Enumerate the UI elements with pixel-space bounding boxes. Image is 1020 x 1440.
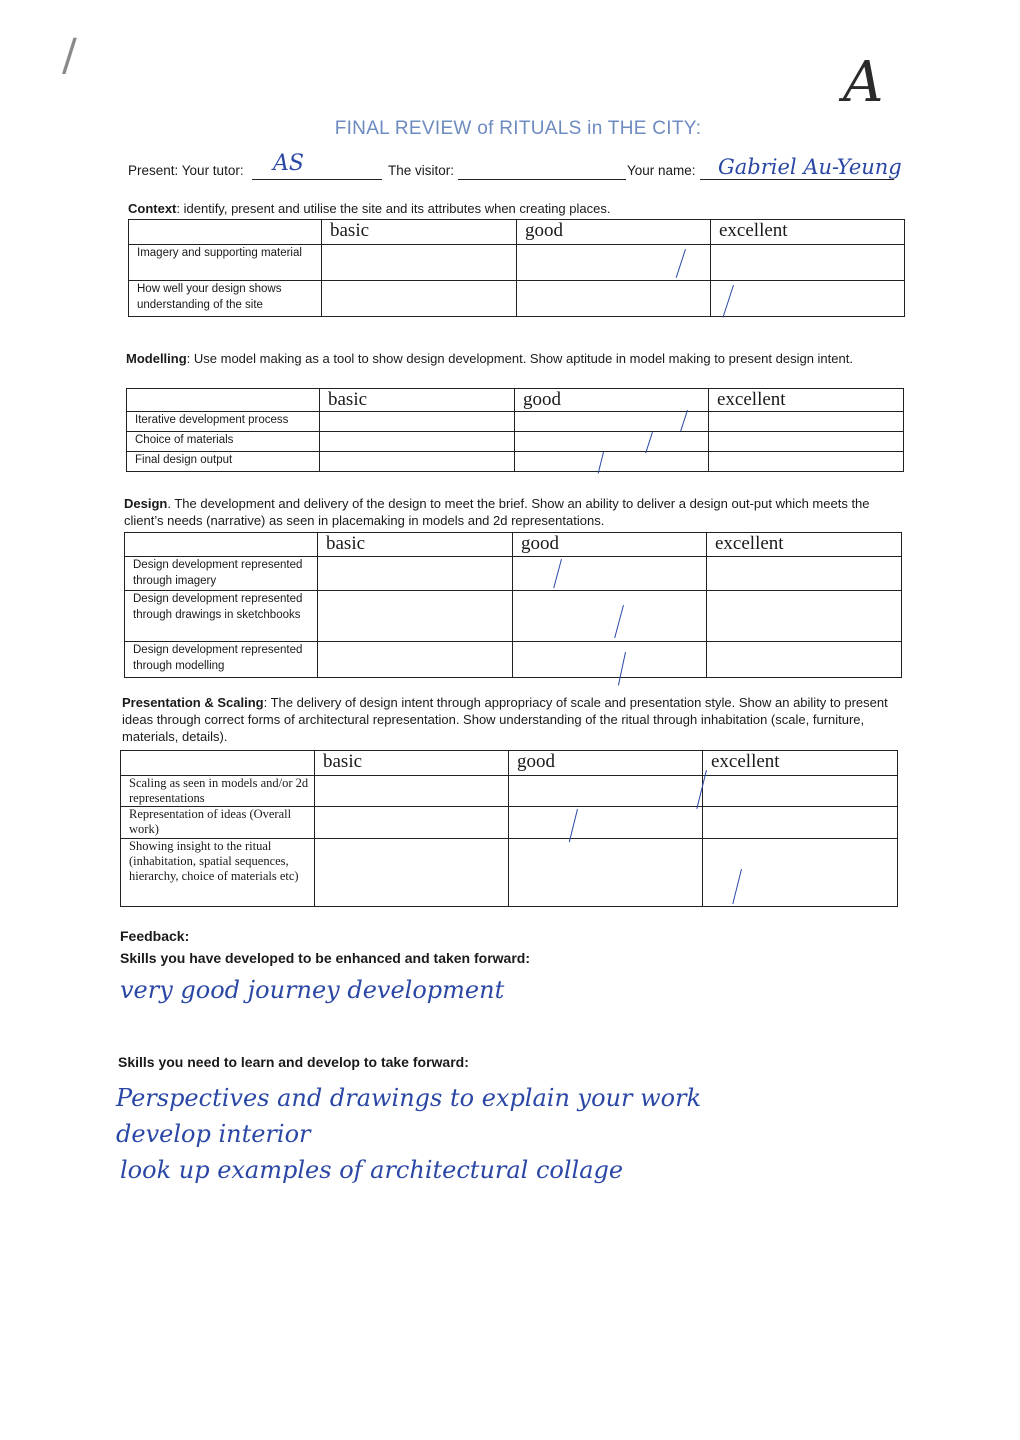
grade-cell-excellent[interactable] bbox=[709, 432, 904, 452]
rubric-table-context bbox=[128, 219, 905, 317]
tick-mark bbox=[722, 285, 733, 318]
grade-cell-good[interactable] bbox=[515, 452, 709, 472]
grade-cell-basic[interactable] bbox=[315, 839, 509, 907]
developed-skills-handwritten: very good journey development bbox=[120, 976, 505, 1004]
corner-cell bbox=[129, 220, 322, 245]
grade-cell-basic[interactable] bbox=[318, 591, 513, 642]
learn-skills-line: develop interior bbox=[116, 1120, 311, 1148]
column-excellent: excellent bbox=[709, 389, 904, 412]
grade-cell-excellent[interactable] bbox=[707, 591, 902, 642]
criterion-cell: Design development represented through drawings in sketchbooks bbox=[125, 591, 318, 642]
grade-cell-good[interactable] bbox=[513, 557, 707, 591]
grade-cell-basic[interactable] bbox=[315, 776, 509, 807]
grade-cell-basic[interactable] bbox=[320, 432, 515, 452]
developed-skills-label: Skills you have developed to be enhanced and taken forward: bbox=[120, 950, 530, 966]
criterion-cell: Showing insight to the ritual (inhabitation, spatial sequences, hierarchy, choice of materials etc) bbox=[121, 839, 315, 907]
tick-mark bbox=[732, 869, 742, 904]
criterion-cell: Design development represented through imagery bbox=[125, 557, 318, 591]
grade-cell-good[interactable] bbox=[513, 591, 707, 642]
column-basic: basic bbox=[322, 220, 517, 245]
grade-cell-good[interactable] bbox=[509, 776, 703, 807]
tick-mark bbox=[618, 652, 626, 685]
section-heading-context: Context: identify, present and utilise the site and its attributes when creating places. bbox=[128, 201, 611, 216]
grade-cell-excellent[interactable] bbox=[703, 839, 898, 907]
grade-cell-excellent[interactable] bbox=[711, 281, 905, 317]
grade-cell-excellent[interactable] bbox=[707, 642, 902, 678]
grade-cell-basic[interactable] bbox=[320, 452, 515, 472]
grade-cell-good[interactable] bbox=[509, 839, 703, 907]
tick-mark bbox=[553, 559, 562, 588]
column-good: good bbox=[517, 220, 711, 245]
grade-cell-excellent[interactable] bbox=[709, 412, 904, 432]
corner-cell bbox=[121, 751, 315, 776]
column-basic: basic bbox=[318, 533, 513, 557]
grade-cell-excellent[interactable] bbox=[703, 776, 898, 807]
criterion-cell: Iterative development process bbox=[127, 412, 320, 432]
section-heading-design: Design. The development and delivery of the design to meet the brief. Show an ability to deliver a design out-put which meets the client’s needs (narrative) as seen in placemaking in models and 2d representations. bbox=[124, 496, 870, 528]
visitor-underline bbox=[458, 179, 626, 180]
grade-cell-good[interactable] bbox=[517, 245, 711, 281]
criterion-cell: Final design output bbox=[127, 452, 320, 472]
grade-cell-excellent[interactable] bbox=[711, 245, 905, 281]
criterion-cell: Choice of materials bbox=[127, 432, 320, 452]
section-heading-presentation: Presentation & Scaling: The delivery of design intent through appropriacy of scale and presentation style. Show an ability to present ideas through correct forms of architectural representation. Show understanding of the ritual through inhabitation (scale, furniture, materials, details). bbox=[122, 695, 888, 744]
form-title: FINAL REVIEW of RITUALS in THE CITY: bbox=[334, 118, 702, 139]
tick-mark bbox=[645, 432, 653, 453]
column-excellent: excellent bbox=[711, 220, 905, 245]
tick-mark bbox=[598, 452, 604, 474]
grade-cell-basic[interactable] bbox=[318, 557, 513, 591]
grade-mark: A bbox=[843, 50, 884, 115]
tutor-label: Present: Your tutor: bbox=[128, 163, 244, 178]
criterion-cell: How well your design shows understanding of the site bbox=[129, 281, 322, 317]
grade-cell-basic[interactable] bbox=[322, 245, 517, 281]
grade-cell-basic[interactable] bbox=[318, 642, 513, 678]
corner-cell bbox=[127, 389, 320, 412]
tutor-handwritten: AS bbox=[273, 151, 304, 176]
column-basic: basic bbox=[315, 751, 509, 776]
criterion-cell: Imagery and supporting material bbox=[129, 245, 322, 281]
name-label: Your name: bbox=[627, 163, 696, 178]
learn-skills-line: look up examples of architectural collage bbox=[120, 1156, 624, 1184]
tick-mark bbox=[569, 809, 578, 842]
stray-pen-mark: / bbox=[62, 30, 77, 81]
grade-cell-excellent[interactable] bbox=[703, 807, 898, 839]
column-excellent: excellent bbox=[707, 533, 902, 557]
visitor-label: The visitor: bbox=[388, 163, 455, 178]
rubric-table-modelling bbox=[126, 388, 904, 472]
learn-skills-label: Skills you need to learn and develop to take forward: bbox=[118, 1054, 469, 1070]
learn-skills-line: Perspectives and drawings to explain your work bbox=[116, 1084, 702, 1112]
grade-cell-excellent[interactable] bbox=[707, 557, 902, 591]
grade-cell-basic[interactable] bbox=[320, 412, 515, 432]
rubric-table-design bbox=[124, 532, 902, 678]
section-heading-modelling: Modelling: Use model making as a tool to show design development. Show aptitude in model making to present design intent. bbox=[126, 351, 853, 366]
column-good: good bbox=[513, 533, 707, 557]
column-basic: basic bbox=[320, 389, 515, 412]
grade-cell-good[interactable] bbox=[513, 642, 707, 678]
corner-cell bbox=[125, 533, 318, 557]
column-good: good bbox=[515, 389, 709, 412]
tick-mark bbox=[614, 605, 624, 638]
criterion-cell: Scaling as seen in models and/or 2d representations bbox=[121, 776, 315, 807]
grade-cell-good[interactable] bbox=[515, 412, 709, 432]
grade-cell-good[interactable] bbox=[509, 807, 703, 839]
feedback-label: Feedback: bbox=[120, 928, 190, 944]
column-excellent: excellent bbox=[703, 751, 898, 776]
grade-cell-excellent[interactable] bbox=[709, 452, 904, 472]
present-line bbox=[128, 151, 908, 185]
criterion-cell: Design development represented through modelling bbox=[125, 642, 318, 678]
name-underline bbox=[700, 179, 894, 180]
rubric-table-presentation bbox=[120, 750, 898, 907]
column-good: good bbox=[509, 751, 703, 776]
tutor-underline bbox=[252, 179, 382, 180]
grade-cell-good[interactable] bbox=[517, 281, 711, 317]
name-handwritten: Gabriel Au-Yeung bbox=[718, 155, 902, 179]
grade-cell-basic[interactable] bbox=[315, 807, 509, 839]
tick-mark bbox=[676, 249, 686, 278]
grade-cell-basic[interactable] bbox=[322, 281, 517, 317]
tick-mark bbox=[680, 410, 688, 431]
grade-cell-good[interactable] bbox=[515, 432, 709, 452]
criterion-cell: Representation of ideas (Overall work) bbox=[121, 807, 315, 839]
